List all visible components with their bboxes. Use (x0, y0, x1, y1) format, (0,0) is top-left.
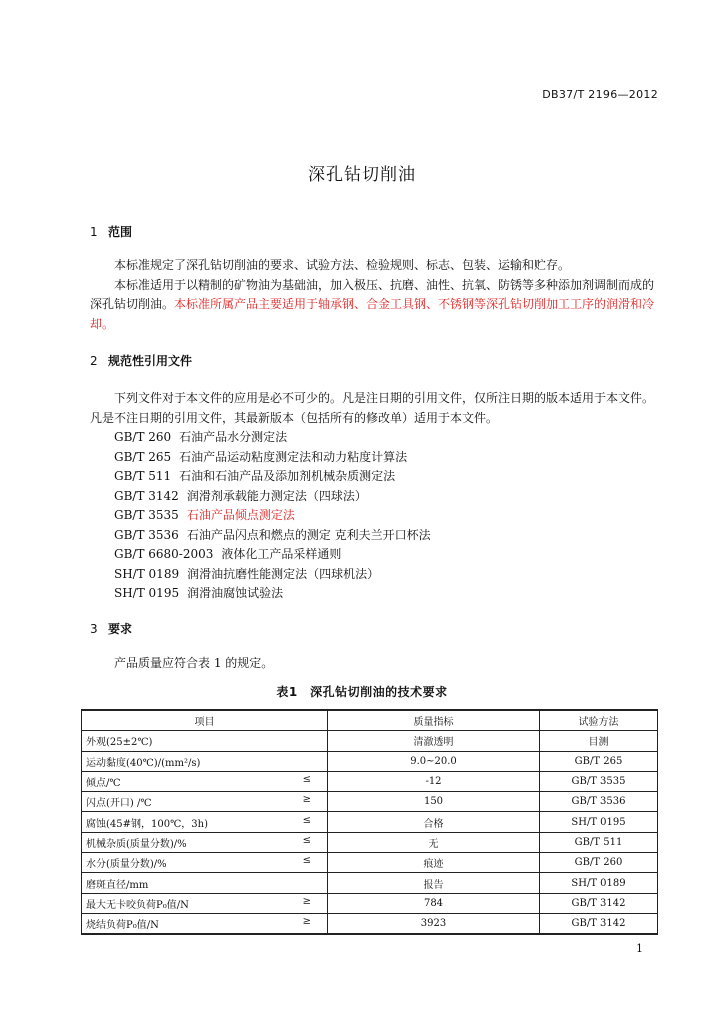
value-cell: 9.0~20.0 (328, 751, 540, 771)
reference-name: 液体化工产品采样通则 (221, 547, 342, 561)
item-label: 水分(质量分数)/% (86, 859, 167, 871)
table-row (82, 913, 658, 934)
table-row (82, 893, 658, 913)
reference-code: GB/T 260 (114, 430, 172, 444)
reference-list (114, 428, 431, 604)
scope-paragraph-2 (90, 276, 656, 335)
item-label: 外观(25±2℃) (86, 737, 153, 749)
highlighted-text: 本标准所属产品主要适用于轴承钢、合金工具钢、不锈钢等深孔钻切削加工工序的润滑和冷却。 (90, 297, 655, 331)
table-row (82, 873, 658, 893)
item-cell (82, 751, 328, 771)
reference-code: SH/T 0189 (114, 566, 180, 581)
item-cell (82, 913, 328, 934)
value-cell: 报告 (328, 873, 540, 893)
value-cell: 痕迹 (328, 853, 540, 873)
item-cell (82, 873, 328, 893)
reference-name: 石油产品倾点测定法 (186, 508, 295, 522)
item-label: 倾点/℃ (86, 778, 121, 790)
column-header: 项目 (82, 710, 328, 731)
reference-name: 石油产品水分测定法 (179, 430, 288, 444)
method-cell: SH/T 0189 (540, 873, 658, 893)
item-cell (82, 731, 328, 751)
item-label: 烧结负荷P₀值/N (86, 920, 159, 932)
paragraph-text: 本标准适用于以精制的矿物油为基础油，加入极压、抗磨、油性、抗氧、防锈等多种添加剂调制而成的深孔钻切削油。 (90, 277, 655, 311)
value-cell: 无 (328, 832, 540, 852)
method-cell: SH/T 0195 (540, 812, 658, 832)
reference-code: GB/T 3142 (114, 488, 179, 503)
comparison-operator: ≥ (302, 794, 311, 806)
section-heading-requirements (90, 620, 132, 637)
section-title: 要求 (108, 622, 133, 636)
method-cell: GB/T 260 (540, 853, 658, 873)
reference-code: GB/T 265 (114, 449, 172, 464)
value-cell: 3923 (328, 913, 540, 934)
scope-paragraph-1 (90, 256, 656, 276)
table-row (82, 792, 658, 812)
method-cell: 目测 (540, 731, 658, 751)
section-title: 范围 (108, 225, 133, 239)
reference-code: GB/T 3536 (114, 527, 179, 542)
reference-item (114, 565, 431, 585)
value-cell: -12 (328, 771, 540, 791)
reference-name: 石油产品运动粘度测定法和动力粘度计算法 (179, 449, 408, 464)
table-row (82, 832, 658, 852)
comparison-operator (311, 876, 323, 891)
reference-name: 石油产品闪点和燃点的测定 克利夫兰开口杯法 (186, 527, 431, 542)
section-heading-scope (90, 223, 132, 240)
section-number: 3 (90, 622, 98, 636)
comparison-operator: ≥ (302, 916, 311, 928)
reference-item (114, 487, 431, 507)
table-caption: 表1 深孔钻切削油的技术要求 (276, 685, 448, 699)
reference-code: GB/T 3535 (114, 508, 179, 522)
reference-code: GB/T 511 (114, 469, 172, 483)
reference-item (114, 448, 431, 468)
section-title: 规范性引用文件 (108, 354, 193, 368)
item-cell (82, 893, 328, 913)
value-cell: 合格 (328, 812, 540, 832)
column-header: 试验方法 (540, 710, 658, 731)
paragraph-text: 本标准规定了深孔钻切削油的要求、试验方法、检验规则、标志、包装、运输和贮存。 (114, 258, 571, 272)
method-cell: GB/T 3142 (540, 893, 658, 913)
method-cell: GB/T 3142 (540, 913, 658, 934)
section-number: 2 (90, 354, 98, 368)
technical-requirements-table (81, 709, 658, 935)
value-cell: 784 (328, 893, 540, 913)
item-label: 闪点(开口) /℃ (86, 798, 152, 810)
method-cell: GB/T 511 (540, 832, 658, 852)
column-header: 质量指标 (328, 710, 540, 731)
item-label: 腐蚀(45#钢，100℃，3h) (86, 818, 208, 830)
table-row (82, 771, 658, 791)
document-title: 深孔钻切削油 (308, 165, 416, 185)
page-number: 1 (636, 942, 643, 955)
reference-name: 润滑油抗磨性能测定法（四球机法） (187, 566, 380, 581)
reference-item (114, 467, 431, 487)
item-cell (82, 853, 328, 873)
table-row (82, 853, 658, 873)
method-cell: GB/T 265 (540, 751, 658, 771)
item-label: 运动黏度(40℃)/(mm²/s) (86, 757, 201, 769)
requirements-paragraph: 产品质量应符合表 1 的规定。 (114, 656, 274, 670)
item-label: 最大无卡咬负荷P₀值/N (86, 899, 189, 911)
value-cell: 150 (328, 792, 540, 812)
comparison-operator: ≤ (302, 834, 311, 846)
comparison-operator: ≤ (302, 814, 311, 826)
reference-name: 石油和石油产品及添加剂机械杂质测定法 (179, 469, 396, 483)
table-row (82, 751, 658, 771)
reference-name: 润滑剂承载能力测定法（四球法） (186, 488, 367, 503)
reference-item (114, 428, 431, 448)
reference-code: GB/T 6680-2003 (114, 547, 214, 561)
table-row (82, 812, 658, 832)
reference-code: SH/T 0195 (114, 586, 180, 600)
comparison-operator (311, 754, 323, 769)
value-cell: 清澈透明 (328, 731, 540, 751)
comparison-operator: ≥ (302, 895, 311, 907)
reference-item (114, 545, 431, 565)
method-cell: GB/T 3536 (540, 792, 658, 812)
comparison-operator: ≤ (302, 774, 311, 786)
reference-name: 润滑油腐蚀试验法 (187, 586, 284, 600)
item-cell (82, 832, 328, 852)
section-number: 1 (90, 225, 98, 239)
item-cell (82, 771, 328, 791)
references-intro: 下列文件对于本文件的应用是必不可少的。凡是注日期的引用文件，仅所注日期的版本适用于本文件。凡是不注日期的引用文件，其最新版本（包括所有的修改单）适用于本文件。 (90, 391, 655, 425)
reference-item (114, 506, 431, 526)
table-header-row (82, 710, 658, 731)
item-label: 机械杂质(质量分数)/% (86, 838, 187, 850)
comparison-operator: ≤ (302, 855, 311, 867)
method-cell: GB/T 3535 (540, 771, 658, 791)
table-row (82, 731, 658, 751)
item-cell (82, 812, 328, 832)
item-label: 磨斑直径/mm (86, 879, 149, 891)
item-cell (82, 792, 328, 812)
reference-item (114, 526, 431, 546)
standard-code: DB37/T 2196—2012 (542, 88, 658, 101)
section-heading-normative-references (90, 352, 192, 369)
reference-item (114, 584, 431, 604)
comparison-operator (311, 733, 323, 748)
